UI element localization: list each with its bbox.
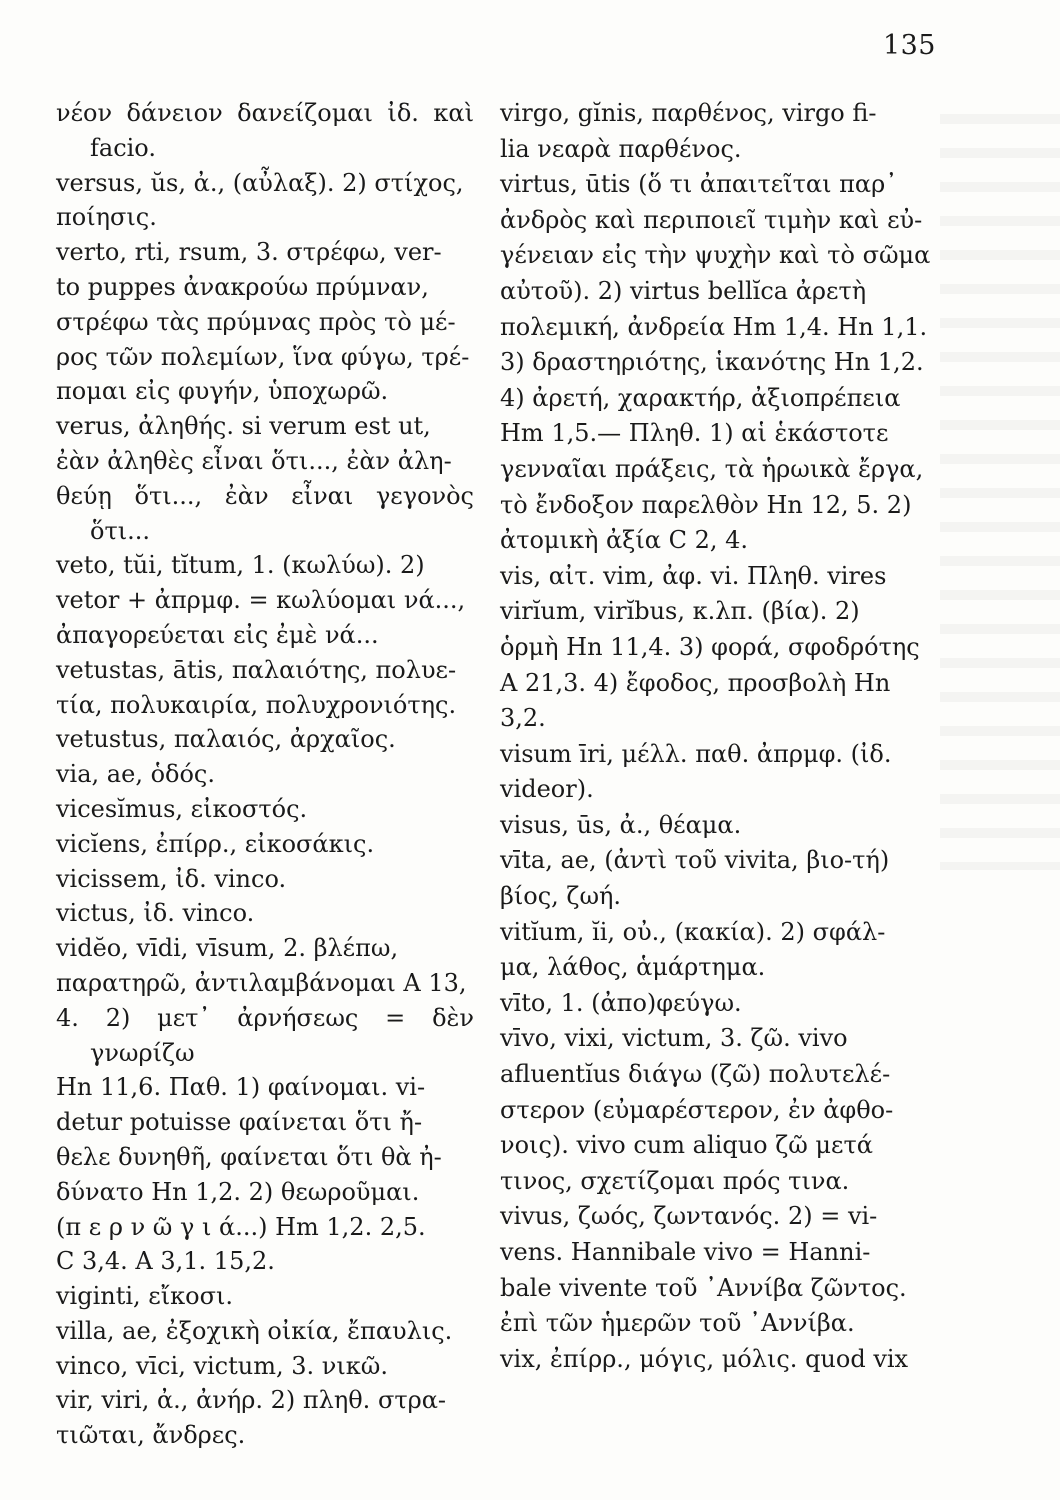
dictionary-entry <box>500 96 932 167</box>
entry-line: μα, λάθος, ἁμάρτημα. <box>500 953 766 982</box>
entry-line: 4) ἀρετή, χαρακτήρ, ἀξιοπρέπεια <box>500 383 901 412</box>
dictionary-entry <box>56 896 474 931</box>
entry-line: videor). <box>500 775 594 804</box>
entry-line: παρατηρῶ, ἀντιλαμβάνομαι Α 13, <box>56 968 467 997</box>
dictionary-entry <box>56 409 474 548</box>
left-column <box>56 96 474 1453</box>
dictionary-entry <box>56 792 474 827</box>
entry-line: θεύῃ ὅτι..., ἐὰν εἶναι γεγονὸς ὅτι... <box>56 481 474 545</box>
entry-line: vix, ἐπίρρ., μόγις, μόλις. quod vix <box>500 1344 909 1373</box>
entry-line: via, ae, ὁδός. <box>56 760 215 789</box>
entry-line: θελε δυνηθῆ, φαίνεται ὅτι θὰ ἠ- <box>56 1142 442 1171</box>
entry-line: 4. 2) μετ᾽ ἀρνήσεως = δὲν γνωρίζω <box>56 1003 474 1067</box>
dictionary-entry <box>56 96 474 166</box>
dictionary-entry <box>500 1342 932 1378</box>
entry-line: Hm 1,5.— Πληθ. 1) αἱ ἑκάστοτε <box>500 419 889 448</box>
dictionary-entry <box>500 559 932 737</box>
entry-line: villa, ae, ἐξοχικὴ οἰκία, ἔπαυλις. <box>56 1316 453 1345</box>
dictionary-entry <box>56 166 474 236</box>
dictionary-entry <box>56 757 474 792</box>
entry-line: vicĭens, ἐπίρρ., εἰκοσάκις. <box>56 829 375 858</box>
entry-line: νέον δάνειον δανείζομαι ἰδ. καὶ facio. <box>56 99 474 162</box>
entry-line: τὸ ἔνδοξον παρελθὸν Hn 12, 5. 2) <box>500 490 912 519</box>
entry-line: virgo, gĭnis, παρθένος, virgo fi- <box>500 99 877 127</box>
dictionary-entry <box>500 1199 932 1341</box>
entry-line: vivus, ζωός, ζωντανός. 2) = vi- <box>500 1202 878 1231</box>
page-number: 135 <box>882 30 936 61</box>
entry-line: afluentĭus διάγω (ζῶ) πολυτελέ- <box>500 1060 891 1089</box>
dictionary-entry <box>56 235 474 409</box>
entry-line: versus, ŭs, ἀ., (αὖλαξ). 2) στίχος, <box>56 168 464 197</box>
dictionary-entry <box>56 1314 474 1349</box>
dictionary-entry <box>500 737 932 808</box>
entry-line: Hn 11,6. Παθ. 1) φαίνομαι. vi- <box>56 1073 426 1102</box>
entry-line: verus, ἀληθής. si verum est ut, <box>56 412 431 441</box>
entry-line: ὁρμὴ Hn 11,4. 3) φορά, σφοδρότης <box>500 632 920 661</box>
dictionary-entry <box>500 915 932 986</box>
dictionary-entry <box>500 808 932 844</box>
entry-line: visum īri, μέλλ. παθ. ἀπρμφ. (ἰδ. <box>500 739 892 768</box>
entry-line: 3,2. <box>500 704 546 733</box>
dictionary-entry <box>56 862 474 897</box>
dictionary-entry <box>56 1383 474 1453</box>
entry-line: στερον (εὐμαρέστερον, ἐν ἀφθο- <box>500 1095 894 1124</box>
entry-line: vis, αἰτ. vim, ἀφ. vi. Πληθ. vires <box>500 561 887 590</box>
dictionary-entry <box>500 986 932 1022</box>
entry-line: στρέφω τὰς πρύμνας πρὸς τὸ μέ- <box>56 307 456 336</box>
entry-line: ἀνδρὸς καὶ περιποιεῖ τιμὴν καὶ εὐ- <box>500 205 923 234</box>
entry-line: bale vivente τοῦ ᾿Αννίβα ζῶντος. <box>500 1273 907 1302</box>
entry-line: vitĭum, ĭi, οὐ., (κακία). 2) σφάλ- <box>500 917 886 946</box>
dictionary-entry <box>500 843 932 914</box>
entry-line: γένειαν εἰς τὴν ψυχὴν καὶ τὸ σῶμα <box>500 241 931 270</box>
entry-line: γενναῖαι πράξεις, τὰ ἡρωικὰ ἔργα, <box>500 454 924 483</box>
entry-line: πομαι εἰς φυγήν, ὑποχωρῶ. <box>56 377 389 406</box>
entry-line: 3) δραστηριότης, ἱκανότης Hn 1,2. <box>500 348 924 377</box>
entry-line: νοις). vivo cum aliquo ζῶ μετά <box>500 1131 873 1160</box>
entry-line: viginti, εἴκοσι. <box>56 1282 234 1311</box>
entry-line: vetustas, ātis, παλαιότης, πολυε- <box>56 655 457 684</box>
entry-line: detur potuisse φαίνεται ὅτι ἤ- <box>56 1108 423 1137</box>
dictionary-entry <box>56 1349 474 1384</box>
entry-line: visus, ūs, ἀ., θέαμα. <box>500 810 742 839</box>
dictionary-entry <box>56 1279 474 1314</box>
dictionary-entry <box>56 548 474 652</box>
dictionary-entry <box>500 1021 932 1199</box>
entry-line: vinco, vīci, victum, 3. νικῶ. <box>56 1351 388 1380</box>
entry-line: ρος τῶν πολεμίων, ἵνα φύγω, τρέ- <box>56 342 470 371</box>
entry-line: βίος, ζωή. <box>500 882 622 911</box>
entry-line: ἐὰν ἀληθὲς εἶναι ὅτι..., ἐὰν ἀλη- <box>56 446 452 475</box>
entry-line: vetor + ἀπρμφ. = κωλύομαι νά..., <box>56 586 466 615</box>
entry-line: ποίησις. <box>56 203 157 232</box>
entry-line: ἐπὶ τῶν ἡμερῶν τοῦ ᾿Αννίβα. <box>500 1309 855 1338</box>
entry-line: victus, ἰδ. vinco. <box>56 899 255 928</box>
entry-line: vir, viri, ἀ., ἀνήρ. 2) πληθ. στρα- <box>56 1386 447 1415</box>
bleed-through-texture <box>940 90 1060 870</box>
entry-line: αὐτοῦ). 2) virtus bellĭca ἀρετὴ <box>500 276 867 305</box>
entry-line: virtus, ūtis (ὅ τι ἀπαιτεῖται παρ᾽ <box>500 170 898 199</box>
entry-line: vens. Hannibale vivo = Hanni- <box>500 1238 871 1266</box>
entry-line: vicissem, ἰδ. vinco. <box>56 864 287 893</box>
dictionary-entry <box>500 167 932 559</box>
entry-line: veto, tŭi, tĭtum, 1. (κωλύω). 2) <box>56 551 425 580</box>
entry-line: virĭum, virĭbus, κ.λπ. (βία). 2) <box>500 597 860 626</box>
dictionary-entry <box>56 827 474 862</box>
entry-line: vīvo, vixi, victum, 3. ζῶ. vivo <box>500 1024 848 1053</box>
entry-line: lia νεαρὰ παρθένος. <box>500 134 742 163</box>
entry-line: vidĕo, vīdi, vīsum, 2. βλέπω, <box>56 934 399 963</box>
right-column <box>500 96 932 1377</box>
entry-line: C 3,4. A 3,1. 15,2. <box>56 1247 275 1276</box>
dictionary-entry <box>56 653 474 723</box>
entry-line: τιῶται, ἄνδρες. <box>56 1421 246 1450</box>
entry-line: τινος, σχετίζομαι πρός τινα. <box>500 1166 850 1195</box>
entry-line: πολεμική, ἀνδρεία Hm 1,4. Hn 1,1. <box>500 312 928 341</box>
entry-line: vetustus, παλαιός, ἀρχαῖος. <box>56 725 396 754</box>
entry-line: vīta, ae, (ἀντὶ τοῦ vivita, βιο-τή) <box>500 846 890 875</box>
entry-line: ἀτομικὴ ἀξία C 2, 4. <box>500 526 749 555</box>
entry-line: (π ε ρ ν ῶ γ ι ά...) Hm 1,2. 2,5. <box>56 1212 426 1241</box>
entry-line: ἀπαγορεύεται εἰς ἐμὲ νά... <box>56 620 379 649</box>
entry-line: δύνατο Hn 1,2. 2) θεωροῦμαι. <box>56 1177 420 1206</box>
entry-line: to puppes ἀνακρούω πρύμναν, <box>56 272 429 301</box>
entry-line: τία, πολυκαιρία, πολυχρονιότης. <box>56 690 457 719</box>
entry-line: vīto, 1. (ἀπο)φεύγω. <box>500 988 742 1017</box>
entry-line: verto, rti, rsum, 3. στρέφω, ver- <box>56 238 442 267</box>
dictionary-entry <box>56 931 474 1279</box>
dictionary-entry <box>56 722 474 757</box>
entry-line: A 21,3. 4) ἔφοδος, προσβολὴ Hn <box>500 668 891 697</box>
entry-line: vicesĭmus, εἰκοστός. <box>56 794 308 823</box>
